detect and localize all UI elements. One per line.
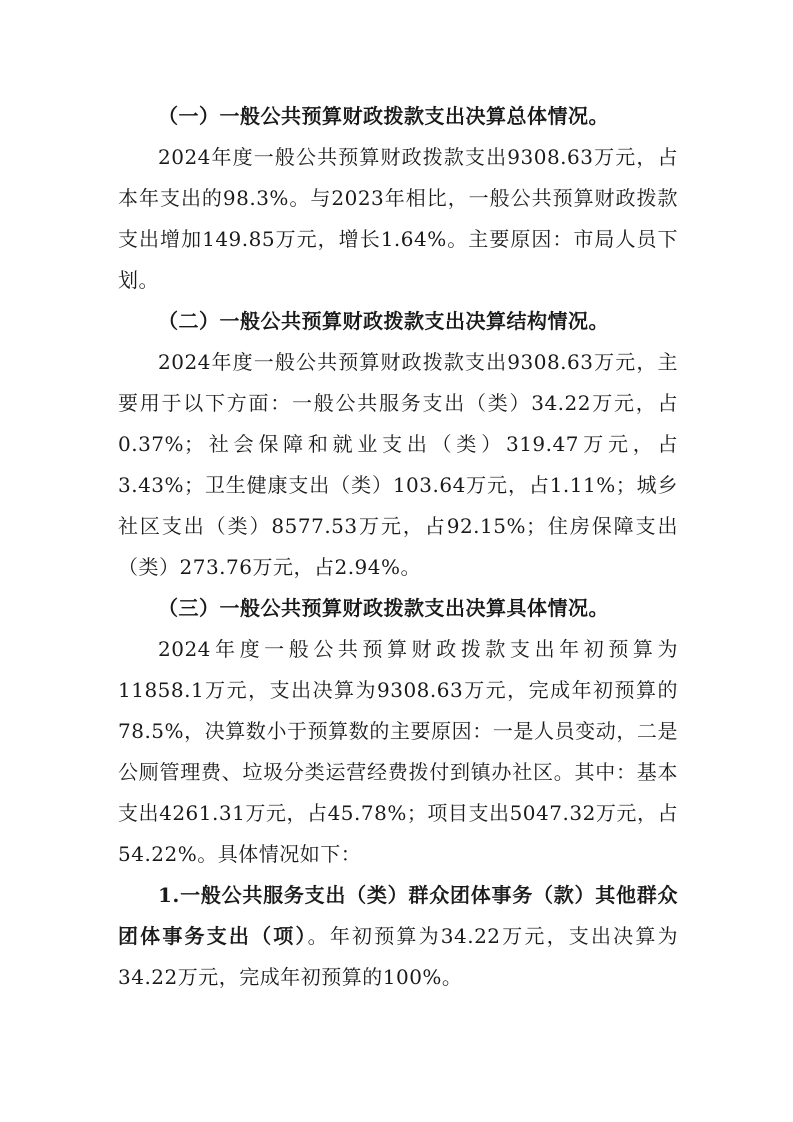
section-2-body: 2024年度一般公共预算财政拨款支出9308.63万元，主要用于以下方面：一般公共服务支出（类）34.22万元，占0.37%；社会保障和就业支出（类）319.47万元，占3.43%；卫生健康支出（类）103.64万元，占1.11%；城乡社区支出（类）8577.53万元，占92.15%；住房保障支出（类）273.76万元，占2.94%。 [118, 350, 678, 579]
item-1-body: 。年初预算为34.22万元，支出决算为34.22万元，完成年初预算的100%。 [118, 924, 679, 989]
section-3-body: 2024年度一般公共预算财政拨款支出年初预算为11858.1万元，支出决算为9308.63万元，完成年初预算的78.5%，决算数小于预算数的主要原因：一是人员变动，二是公厕管理费、垃圾分类运营经费拨付到镇办社区。其中：基本支出4261.31万元，占45.78%；项目支出5047.32万元，占54.22%。具体情况如下： [118, 637, 678, 866]
document-content [118, 96, 678, 998]
section-2-heading: （二）一般公共预算财政拨款支出决算结构情况。 [158, 309, 609, 333]
section-3-heading: （三）一般公共预算财政拨款支出决算具体情况。 [158, 596, 609, 620]
section-1-heading: （一）一般公共预算财政拨款支出决算总体情况。 [158, 104, 609, 128]
item-1-paragraph [118, 875, 678, 998]
section-1-body: 2024年度一般公共预算财政拨款支出9308.63万元，占本年支出的98.3%。与2023年相比，一般公共预算财政拨款支出增加149.85万元，增长1.64%。主要原因：市局人员下划。 [118, 145, 678, 292]
item-1-title: 1.一般公共服务支出（类）群众团体事务（款）其他群众团体事务支出（项） [118, 883, 678, 948]
